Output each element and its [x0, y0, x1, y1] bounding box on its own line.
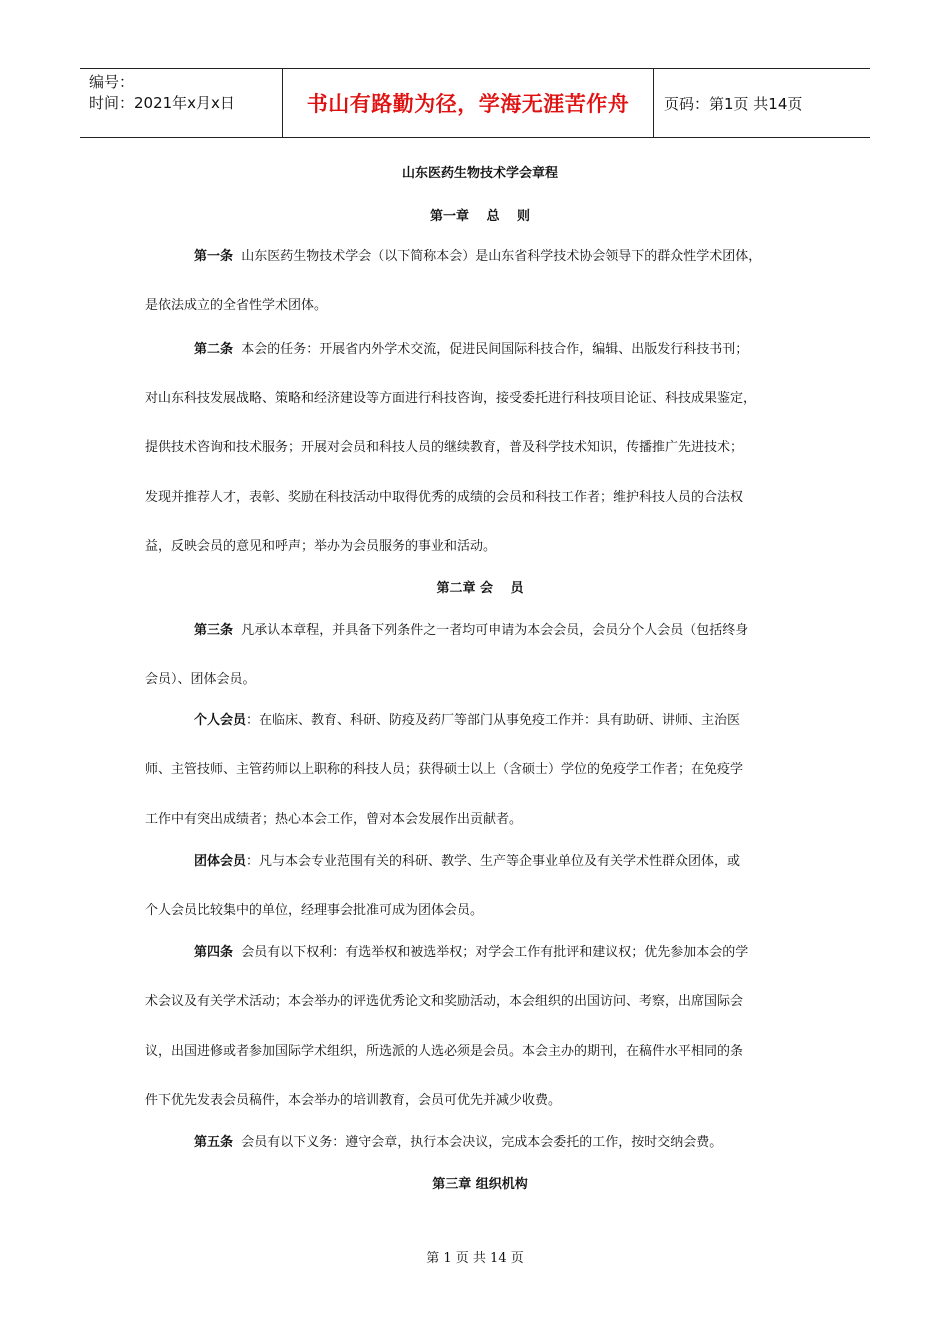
article-4-line-2: 术会议及有关学术活动；本会举办的评选优秀论文和奖励活动，本会组织的出国访问、考察，出席国际会 — [145, 994, 744, 1009]
individual-member-text: ：在临床、教育、科研、防疫及药厂等部门从事免疫工作并：具有助研、讲师、主治医 — [246, 713, 741, 728]
header-page-label: 页码：第1页 共14页 — [664, 94, 803, 113]
time-label: 时间：2021年x月x日 — [89, 94, 235, 112]
article-1-text: 山东医药生物技术学会（以下简称本会）是山东省科学技术协会领导下的群众性学术团体， — [241, 249, 762, 264]
article-3-text: 凡承认本章程，并具备下列条件之一者均可申请为本会会员，会员分个人会员（包括终身 — [241, 623, 749, 638]
motto: 书山有路勤为径，学海无涯苦作舟 — [282, 69, 654, 137]
document-header — [80, 68, 870, 138]
article-3-line-2: 会员）、团体会员。 — [145, 672, 256, 687]
chapter-3-heading: 第三章 组织机构 — [432, 1177, 528, 1192]
article-4-line-1 — [194, 941, 748, 960]
article-2-text: 本会的任务：开展省内外学术交流，促进民间国际科技合作，编辑、出版发行科技书刊； — [241, 342, 749, 357]
group-member-heading: 团体会员 — [194, 854, 247, 869]
document-title: 山东医药生物技术学会章程 — [401, 166, 558, 181]
group-member-line-1 — [194, 850, 740, 869]
article-5-heading: 第五条 — [194, 1135, 234, 1150]
article-1-heading: 第一条 — [194, 249, 234, 264]
article-2-line-1 — [194, 338, 748, 357]
article-2-line-2: 对山东科技发展战略、策略和经济建设等方面进行科技咨询，接受委托进行科技项目论证、科技成果鉴定， — [145, 391, 757, 406]
article-3-line-1 — [194, 619, 748, 638]
article-2-line-3: 提供技术咨询和技术服务；开展对会员和科技人员的继续教育，普及科学技术知识，传播推广先进技术； — [145, 440, 744, 455]
article-2-heading: 第二条 — [194, 342, 234, 357]
group-member-text: ：凡与本会专业范围有关的科研、教学、生产等企事业单位及有关学术性群众团体，或 — [246, 854, 741, 869]
article-5-line-1 — [194, 1131, 722, 1150]
number-label: 编号： — [89, 73, 135, 91]
article-4-heading: 第四条 — [194, 945, 234, 960]
chapter-2-heading: 第二章 会 员 — [436, 581, 524, 596]
article-2-line-5: 益，反映会员的意见和呼声；举办为会员服务的事业和活动。 — [145, 539, 497, 554]
article-4-line-4: 件下优先发表会员稿件，本会举办的培训教育，会员可优先并减少收费。 — [145, 1093, 562, 1108]
individual-member-line-3: 工作中有突出成绩者；热心本会工作，曾对本会发展作出贡献者。 — [145, 812, 523, 827]
header-meta — [80, 69, 282, 137]
individual-member-heading: 个人会员 — [194, 713, 247, 728]
article-2-line-4: 发现并推荐人才，表彰、奖励在科技活动中取得优秀的成绩的会员和科技工作者；维护科技人员的合法权 — [145, 490, 744, 505]
group-member-line-2: 个人会员比较集中的单位，经理事会批准可成为团体会员。 — [145, 903, 484, 918]
article-1-line-1 — [194, 245, 761, 264]
article-1-line-2: 是依法成立的全省性学术团体。 — [145, 298, 328, 313]
individual-member-line-2: 师、主管技师、主管药师以上职称的科技人员；获得硕士以上（含硕士）学位的免疫学工作者；在免疫学 — [145, 762, 744, 777]
individual-member-line-1 — [194, 709, 740, 728]
article-3-heading: 第三条 — [194, 623, 234, 638]
chapter-1-heading: 第一章 总 则 — [429, 209, 531, 224]
article-5-text: 会员有以下义务：遵守会章，执行本会决议，完成本会委托的工作，按时交纳会费。 — [241, 1135, 723, 1150]
page-footer: 第 1 页 共 14 页 — [426, 1251, 524, 1266]
article-4-text: 会员有以下权利：有选举权和被选举权；对学会工作有批评和建议权；优先参加本会的学 — [241, 945, 749, 960]
article-4-line-3: 议，出国进修或者参加国际学术组织，所选派的人选必须是会员。本会主办的期刊，在稿件水平相同的条 — [145, 1044, 744, 1059]
